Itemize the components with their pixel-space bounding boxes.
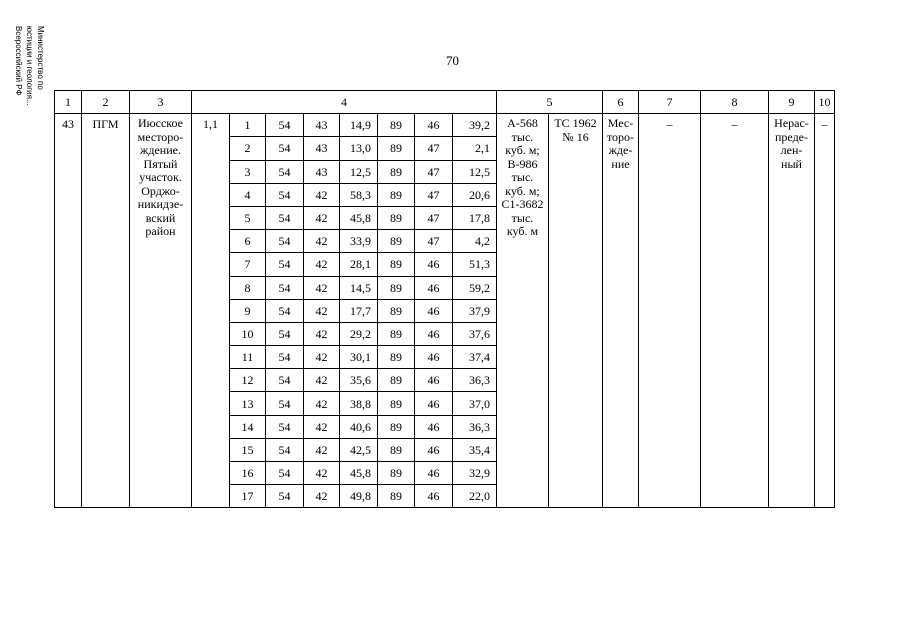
dash-cell: –: [639, 114, 701, 508]
coordinate-cell: 40,6: [340, 415, 378, 438]
coordinate-cell: 38,8: [340, 392, 378, 415]
coordinate-cell: 42: [304, 276, 340, 299]
coordinate-cell: 14,5: [340, 276, 378, 299]
coordinate-cell: 89: [378, 114, 415, 137]
coordinate-cell: 42: [304, 253, 340, 276]
coordinate-cell: 29,2: [340, 322, 378, 345]
coordinate-cell: 42: [304, 322, 340, 345]
header-cell: 5: [497, 91, 603, 114]
header-cell: 7: [639, 91, 701, 114]
coordinate-cell: 22,0: [453, 485, 497, 508]
header-cell: 9: [769, 91, 815, 114]
stamp-line: Всероссийский РФ: [14, 26, 23, 96]
header-cell: 3: [130, 91, 192, 114]
header-cell: 8: [701, 91, 769, 114]
coordinate-cell: 46: [415, 322, 453, 345]
coordinate-cell: 89: [378, 462, 415, 485]
coordinate-cell: 89: [378, 253, 415, 276]
coordinate-cell: 89: [378, 299, 415, 322]
table-row: [55, 114, 835, 137]
protocol-cell: ТС 1962 № 16: [549, 114, 603, 508]
coordinate-cell: 42: [304, 415, 340, 438]
header-row: [55, 91, 835, 114]
coordinate-cell: 17: [230, 485, 266, 508]
coordinate-cell: 3: [230, 160, 266, 183]
coordinate-cell: 42,5: [340, 438, 378, 461]
coordinate-cell: 37,6: [453, 322, 497, 345]
header-cell: 1: [55, 91, 82, 114]
coordinate-cell: 42: [304, 369, 340, 392]
coordinate-cell: 4,2: [453, 230, 497, 253]
coordinate-cell: 54: [266, 160, 304, 183]
coordinate-cell: 45,8: [340, 462, 378, 485]
coordinate-cell: 47: [415, 160, 453, 183]
table-body: [55, 114, 835, 508]
coordinate-cell: 42: [304, 206, 340, 229]
coordinate-cell: 17,7: [340, 299, 378, 322]
coordinate-cell: 54: [266, 485, 304, 508]
coordinate-cell: 43: [304, 114, 340, 137]
coordinate-cell: 42: [304, 183, 340, 206]
coordinate-cell: 30,1: [340, 346, 378, 369]
coordinate-cell: 54: [266, 392, 304, 415]
coordinate-cell: 47: [415, 230, 453, 253]
coordinate-cell: 46: [415, 485, 453, 508]
coordinate-cell: 16: [230, 462, 266, 485]
object-type-cell: Мес- торо- жде- ние: [603, 114, 639, 508]
coordinate-cell: 45,8: [340, 206, 378, 229]
coordinate-cell: 14,9: [340, 114, 378, 137]
coordinate-cell: 54: [266, 346, 304, 369]
coordinate-cell: 46: [415, 392, 453, 415]
header-cell: 10: [815, 91, 835, 114]
coordinate-cell: 46: [415, 369, 453, 392]
coordinate-cell: 47: [415, 206, 453, 229]
coordinate-cell: 43: [304, 160, 340, 183]
coordinate-cell: 54: [266, 183, 304, 206]
header-cell: 2: [82, 91, 130, 114]
stamp-line: юстиции и геология...: [25, 26, 34, 106]
coordinate-cell: 54: [266, 415, 304, 438]
coordinate-cell: 54: [266, 438, 304, 461]
coordinate-cell: 89: [378, 346, 415, 369]
coordinate-cell: 89: [378, 392, 415, 415]
coordinate-cell: 42: [304, 346, 340, 369]
coordinate-cell: 43: [304, 137, 340, 160]
coordinate-cell: 2: [230, 137, 266, 160]
coordinate-cell: 17,8: [453, 206, 497, 229]
coordinate-cell: 7: [230, 253, 266, 276]
coordinate-cell: 12,5: [340, 160, 378, 183]
coordinate-cell: 32,9: [453, 462, 497, 485]
coordinate-cell: 12: [230, 369, 266, 392]
record-number: 43: [55, 114, 82, 508]
coordinate-cell: 39,2: [453, 114, 497, 137]
coordinate-cell: 89: [378, 415, 415, 438]
reserves-cell: А-568 тыс. куб. м; В-986 тыс. куб. м; С1-3682 тыс. куб. м: [497, 114, 549, 508]
deposit-table: [54, 90, 835, 508]
coordinate-cell: 42: [304, 299, 340, 322]
coordinate-cell: 42: [304, 485, 340, 508]
coordinate-cell: 54: [266, 462, 304, 485]
coordinate-cell: 13: [230, 392, 266, 415]
coordinate-cell: 46: [415, 415, 453, 438]
mineral-code: ПГМ: [82, 114, 130, 508]
coordinate-cell: 35,4: [453, 438, 497, 461]
coordinate-cell: 13,0: [340, 137, 378, 160]
subsoil-area: 1,1: [192, 114, 230, 508]
coordinate-cell: 1: [230, 114, 266, 137]
coordinate-cell: 89: [378, 322, 415, 345]
coordinate-cell: 46: [415, 438, 453, 461]
coordinate-cell: 36,3: [453, 369, 497, 392]
coordinate-cell: 4: [230, 183, 266, 206]
coordinate-cell: 37,9: [453, 299, 497, 322]
coordinate-cell: 54: [266, 253, 304, 276]
coordinate-cell: 9: [230, 299, 266, 322]
coordinate-cell: 46: [415, 276, 453, 299]
coordinate-cell: 89: [378, 206, 415, 229]
coordinate-cell: 54: [266, 299, 304, 322]
coordinate-cell: 54: [266, 206, 304, 229]
coordinate-cell: 42: [304, 462, 340, 485]
archive-stamp: [2, 26, 50, 126]
coordinate-cell: 33,9: [340, 230, 378, 253]
coordinate-cell: 42: [304, 230, 340, 253]
dash-cell: –: [701, 114, 769, 508]
coordinate-cell: 46: [415, 253, 453, 276]
page-number: 70: [446, 53, 459, 68]
coordinate-cell: 54: [266, 276, 304, 299]
coordinate-cell: 59,2: [453, 276, 497, 299]
stamp-line: Министерство по: [36, 26, 45, 90]
coordinate-cell: 54: [266, 230, 304, 253]
coordinate-cell: 89: [378, 160, 415, 183]
coordinate-cell: 89: [378, 438, 415, 461]
coordinate-cell: 47: [415, 183, 453, 206]
coordinate-cell: 11: [230, 346, 266, 369]
coordinate-cell: 35,6: [340, 369, 378, 392]
coordinate-cell: 42: [304, 438, 340, 461]
coordinate-cell: 2,1: [453, 137, 497, 160]
coordinate-cell: 20,6: [453, 183, 497, 206]
coordinate-cell: 49,8: [340, 485, 378, 508]
coordinate-cell: 89: [378, 137, 415, 160]
coordinate-cell: 47: [415, 137, 453, 160]
coordinate-cell: 6: [230, 230, 266, 253]
coordinate-cell: 54: [266, 369, 304, 392]
coordinate-cell: 10: [230, 322, 266, 345]
coordinate-cell: 54: [266, 322, 304, 345]
coordinate-cell: 15: [230, 438, 266, 461]
coordinate-cell: 46: [415, 299, 453, 322]
coordinate-cell: 36,3: [453, 415, 497, 438]
coordinate-cell: 37,4: [453, 346, 497, 369]
coordinate-cell: 46: [415, 346, 453, 369]
coordinate-cell: 54: [266, 137, 304, 160]
coordinate-cell: 37,0: [453, 392, 497, 415]
coordinate-cell: 89: [378, 230, 415, 253]
coordinate-cell: 58,3: [340, 183, 378, 206]
header-cell: 4: [192, 91, 497, 114]
coordinate-cell: 8: [230, 276, 266, 299]
coordinate-cell: 42: [304, 392, 340, 415]
coordinate-cell: 5: [230, 206, 266, 229]
coordinate-cell: 46: [415, 114, 453, 137]
coordinate-cell: 51,3: [453, 253, 497, 276]
header-cell: 6: [603, 91, 639, 114]
coordinate-cell: 89: [378, 276, 415, 299]
coordinate-cell: 89: [378, 183, 415, 206]
coordinate-cell: 14: [230, 415, 266, 438]
deposit-name: Июсское месторо- ждение. Пятый участок. Орджо- никидзе- вский район: [130, 114, 192, 508]
coordinate-cell: 28,1: [340, 253, 378, 276]
dash-cell: –: [815, 114, 835, 508]
coordinate-cell: 46: [415, 462, 453, 485]
coordinate-cell: 54: [266, 114, 304, 137]
coordinate-cell: 89: [378, 369, 415, 392]
coordinate-cell: 12,5: [453, 160, 497, 183]
coordinate-cell: 89: [378, 485, 415, 508]
status-cell: Нерас- преде- лен- ный: [769, 114, 815, 508]
